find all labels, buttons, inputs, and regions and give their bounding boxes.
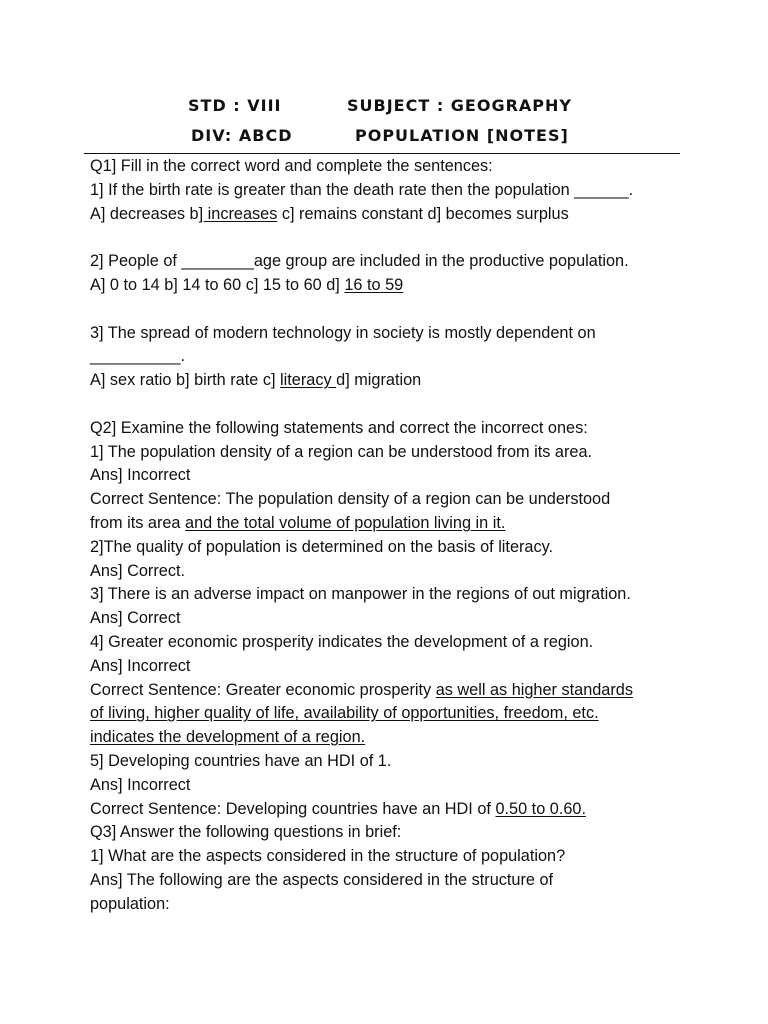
q2-s1-correct-underlined: and the total volume of population living in it. xyxy=(185,513,506,532)
q2-s5-ans: Ans] Incorrect xyxy=(90,775,191,794)
std-label: STD : VIII xyxy=(188,96,282,115)
q1-item3-options xyxy=(90,369,690,393)
q1-item2-opts: A] 0 to 14 b] 14 to 60 c] 15 to 60 d] xyxy=(90,275,345,294)
q2-heading: Q2] Examine the following statements and correct the incorrect ones: xyxy=(90,418,588,437)
q1-item3-opts-before: A] sex ratio b] birth rate c] xyxy=(90,371,281,390)
q2-s2-ans: Ans] Correct. xyxy=(90,561,186,580)
subject-label: SUBJECT : GEOGRAPHY xyxy=(347,96,572,115)
q2-s3-statement: 3] There is an adverse impact on manpower in the regions of out migration. xyxy=(90,585,631,604)
q2-s4-correct-underlined-2: of living, higher quality of life, availability of opportunities, freedom, etc. xyxy=(90,704,599,723)
q3-item1-ans-1: Ans] The following are the aspects considered in the structure of xyxy=(90,870,554,889)
q1-item1-opt-rest: c] remains constant d] becomes surplus xyxy=(277,204,569,223)
q2-s1-correct-1: Correct Sentence: The population density of a region can be understood xyxy=(90,490,611,509)
q1-item2-question: 2] People of ________age group are included in the productive population. xyxy=(90,252,629,271)
q1-item1-answer: ] increases xyxy=(198,204,278,223)
q1-item3-blank: __________. xyxy=(90,347,186,366)
q2-s4-correct-underlined-1: as well as higher standards xyxy=(435,680,633,699)
q1-item1-options xyxy=(90,203,690,227)
notes-body xyxy=(90,155,690,917)
spacer xyxy=(90,226,690,250)
q2-s4-statement: 4] Greater economic prosperity indicates the development of a region. xyxy=(90,632,594,651)
spacer xyxy=(90,393,690,417)
q1-item3-opts-after: d] migration xyxy=(336,371,422,390)
q2-s3-ans: Ans] Correct xyxy=(90,609,181,628)
q2-s5-correct xyxy=(90,798,690,822)
q2-s5-correct-plain: Correct Sentence: Developing countries have an HDI of xyxy=(90,799,496,818)
q1-item1-question: 1] If the birth rate is greater than the death rate then the population ______. xyxy=(90,180,634,199)
q1-item2-options xyxy=(90,274,690,298)
q2-s1-correct-2 xyxy=(90,512,690,536)
q2-s4-ans: Ans] Incorrect xyxy=(90,656,191,675)
q2-s2-statement: 2]The quality of population is determined on the basis of literacy. xyxy=(90,537,554,556)
q2-s1-statement: 1] The population density of a region can be understood from its area. xyxy=(90,442,593,461)
q2-s5-correct-underlined: 0.50 to 0.60. xyxy=(495,799,586,818)
q2-s1-ans: Ans] Incorrect xyxy=(90,466,191,485)
q3-heading: Q3] Answer the following questions in brief: xyxy=(90,823,402,842)
q1-item1-opt-a: A] decreases b xyxy=(90,204,199,223)
div-label: DIV: ABCD xyxy=(191,126,293,145)
q2-s5-statement: 5] Developing countries have an HDI of 1. xyxy=(90,751,392,770)
q2-s4-correct-plain: Correct Sentence: Greater economic prosperity xyxy=(90,680,436,699)
q1-item3-answer: literacy xyxy=(280,371,337,390)
q2-s1-correct-plain: from its area xyxy=(90,513,186,532)
q2-s4-correct-1 xyxy=(90,679,690,703)
q1-item2-answer: 16 to 59 xyxy=(344,275,404,294)
q1-item3-question: 3] The spread of modern technology in society is mostly dependent on xyxy=(90,323,596,342)
q2-s4-correct-underlined-3: indicates the development of a region. xyxy=(90,728,366,747)
header-divider xyxy=(84,153,680,154)
q1-heading: Q1] Fill in the correct word and complete the sentences: xyxy=(90,157,493,175)
q3-item1-question: 1] What are the aspects considered in the structure of population? xyxy=(90,847,566,866)
q3-item1-ans-2: population: xyxy=(90,894,170,913)
spacer xyxy=(90,298,690,322)
topic-label: POPULATION [NOTES] xyxy=(355,126,569,145)
